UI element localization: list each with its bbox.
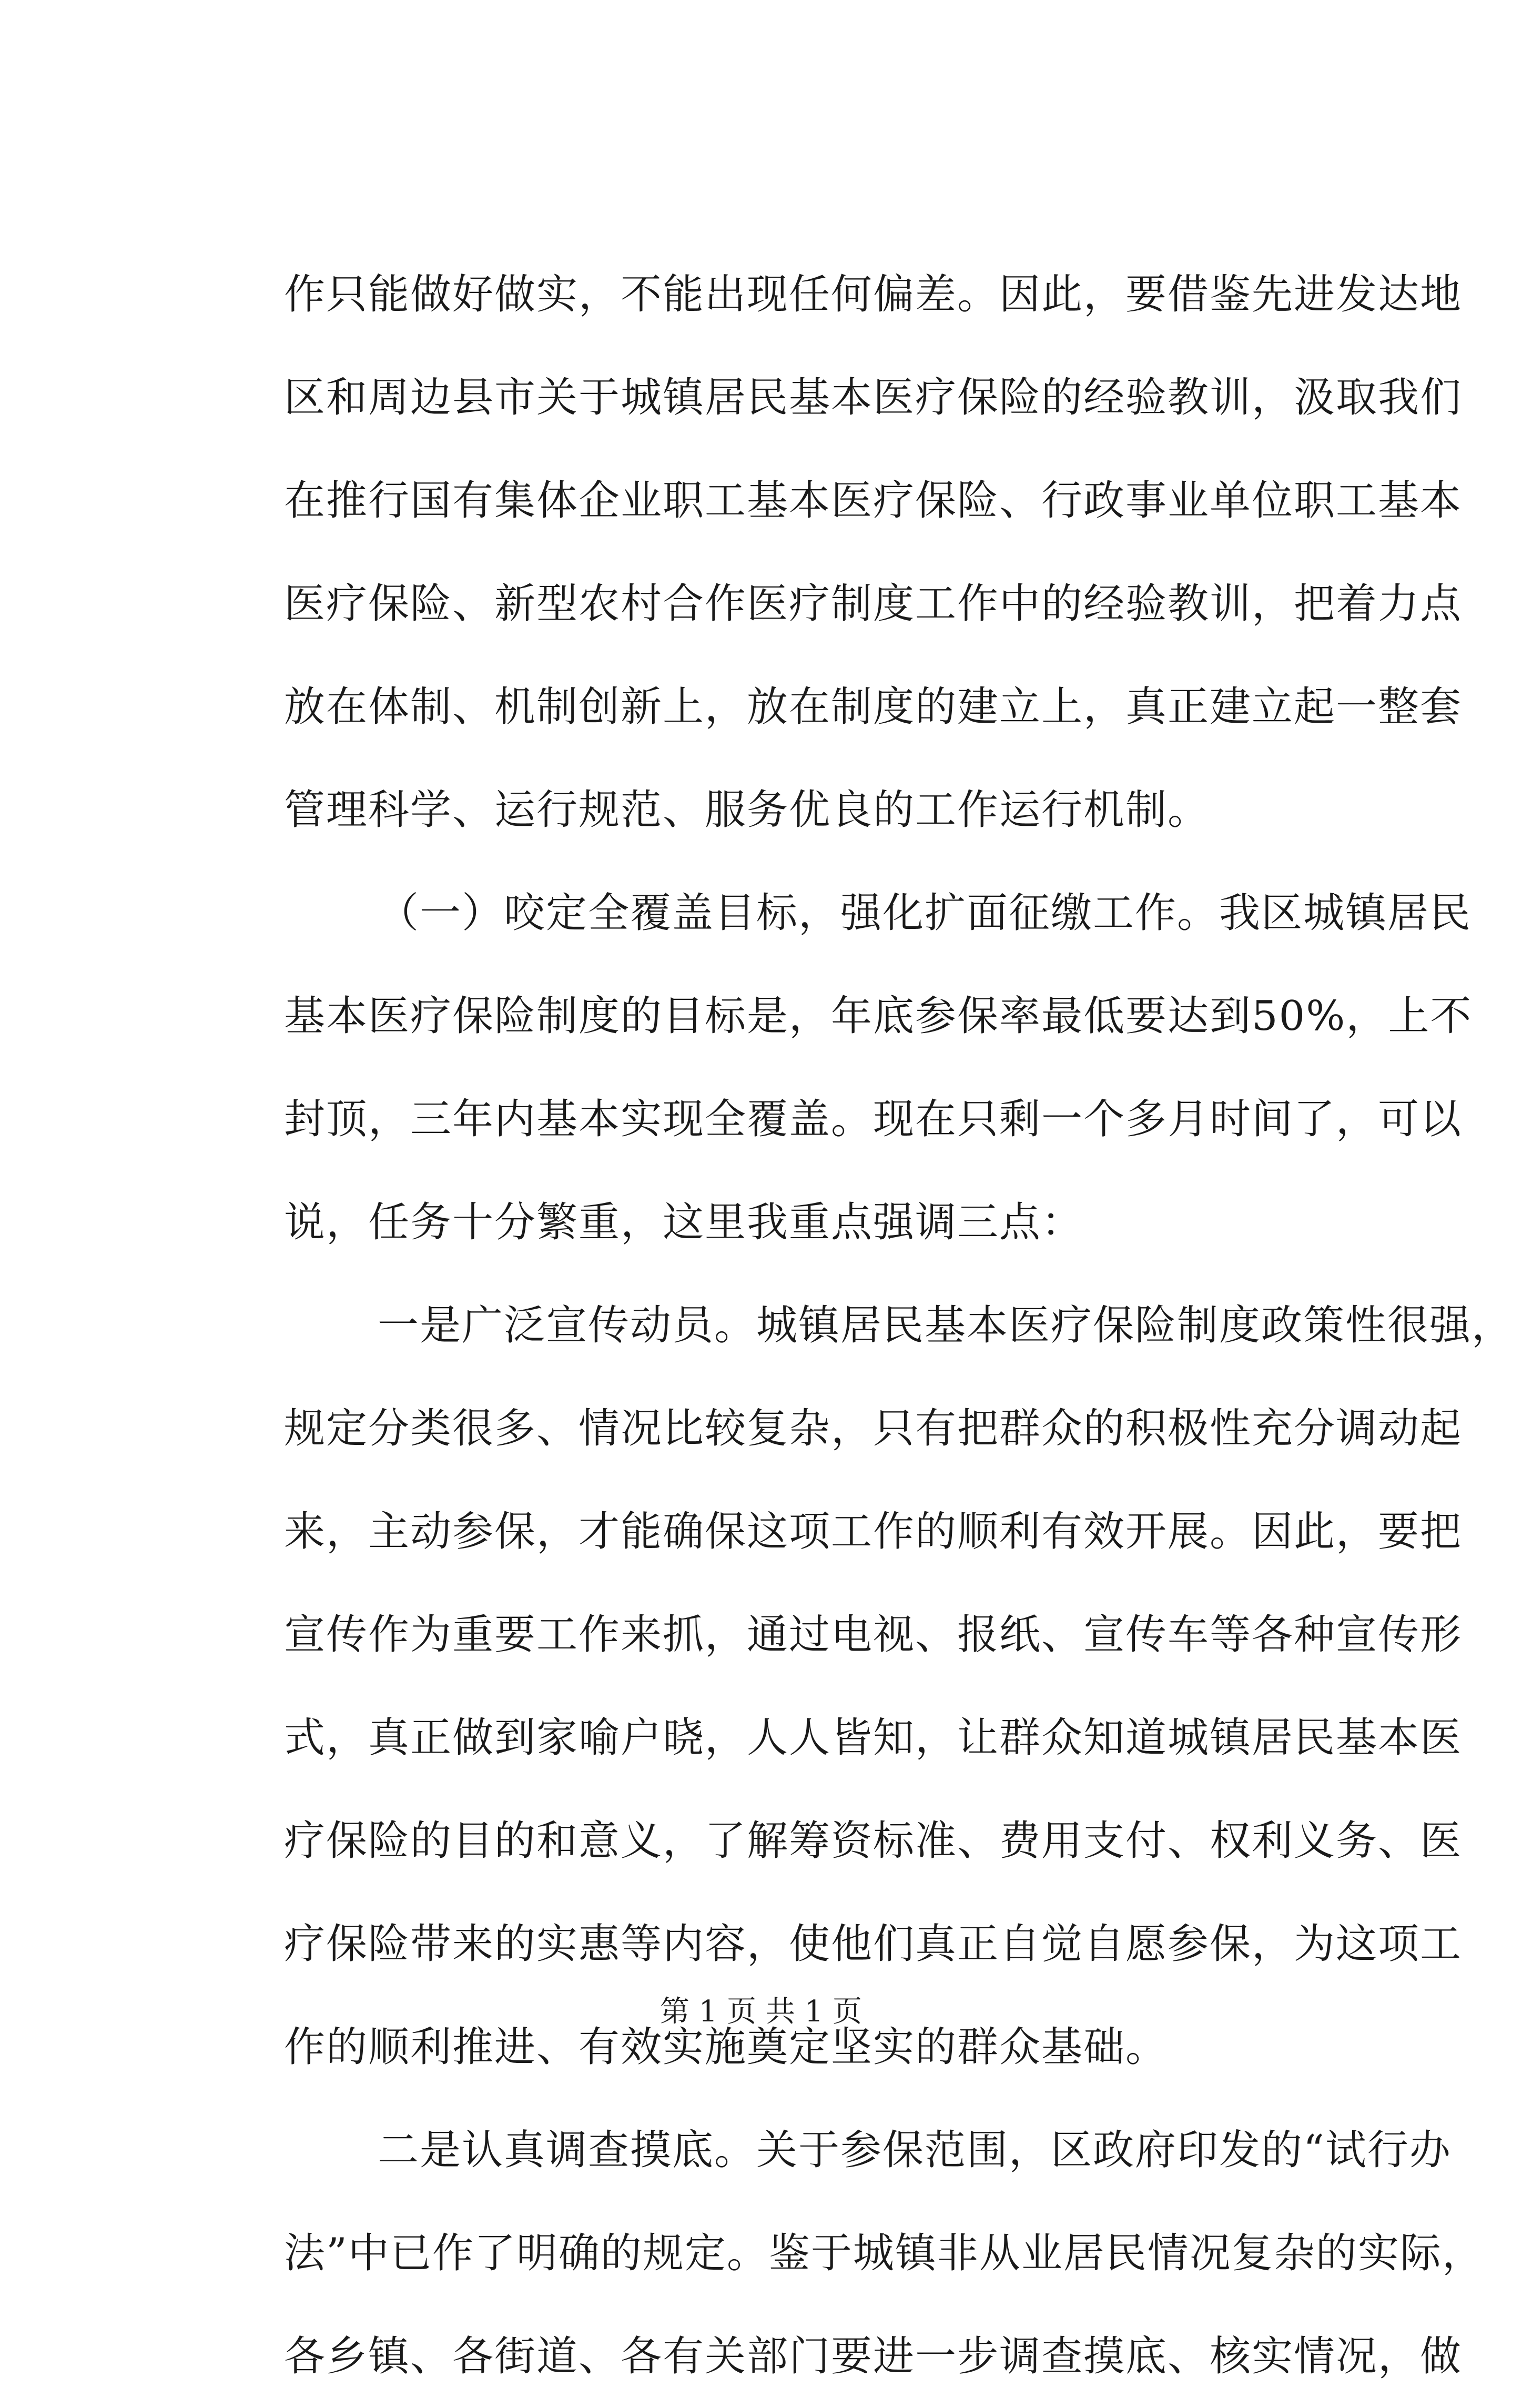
text-line: 管理科学、运行规范、服务优良的工作运行机制。	[284, 786, 1210, 834]
text-line: 说，任务十分繁重，这里我重点强调三点：	[284, 1199, 1084, 1246]
text-line: 规定分类很多、情况比较复杂，只有把群众的积极性充分调动起	[284, 1405, 1463, 1452]
text-line: 法”中已作了明确的规定。鉴于城镇非从业居民情况复杂的实际，	[284, 2230, 1484, 2277]
text-line: 宣传作为重要工作来抓，通过电视、报纸、宣传车等各种宣传形	[284, 1611, 1463, 1658]
text-line: 放在体制、机制创新上，放在制度的建立上，真正建立起一整套	[284, 683, 1463, 731]
text-line: 各乡镇、各街道、各有关部门要进一步调查摸底、核实情况，做	[284, 2333, 1463, 2380]
text-line: 疗保险带来的实惠等内容，使他们真正自觉自愿参保，为这项工	[284, 1920, 1463, 1968]
paragraph-start-line: 一是广泛宣传动员。城镇居民基本医疗保险制度政策性很强，	[378, 1302, 1514, 1349]
text-line: 来，主动参保，才能确保这项工作的顺利有效开展。因此，要把	[284, 1508, 1463, 1555]
text-line: 封顶，三年内基本实现全覆盖。现在只剩一个多月时间了，可以	[284, 1096, 1463, 1143]
paragraph-start-line: （一）咬定全覆盖目标，强化扩面征缴工作。我区城镇居民	[378, 889, 1472, 937]
text-line: 区和周边县市关于城镇居民基本医疗保险的经验教训，汲取我们	[284, 374, 1463, 421]
body-text	[284, 243, 1514, 2408]
text-line: 疗保险的目的和意义，了解筹资标准、费用支付、权利义务、医	[284, 1817, 1463, 1865]
text-line: 作的顺利推进、有效实施奠定坚实的群众基础。	[284, 2023, 1168, 2071]
text-line: 医疗保险、新型农村合作医疗制度工作中的经验教训，把着力点	[284, 580, 1463, 628]
text-line: 在推行国有集体企业职工基本医疗保险、行政事业单位职工基本	[284, 477, 1463, 524]
text-line: 基本医疗保险制度的目标是，年底参保率最低要达到50%，上不	[284, 993, 1473, 1040]
text-line: 式，真正做到家喻户晓，人人皆知，让群众知道城镇居民基本医	[284, 1714, 1463, 1762]
text-line: 作只能做好做实，不能出现任何偏差。因此，要借鉴先进发达地	[284, 271, 1463, 318]
paragraph-start-line: 二是认真调查摸底。关于参保范围，区政府印发的“试行办	[378, 2127, 1452, 2174]
page-footer: 第 1 页 共 1 页	[659, 1995, 863, 2029]
